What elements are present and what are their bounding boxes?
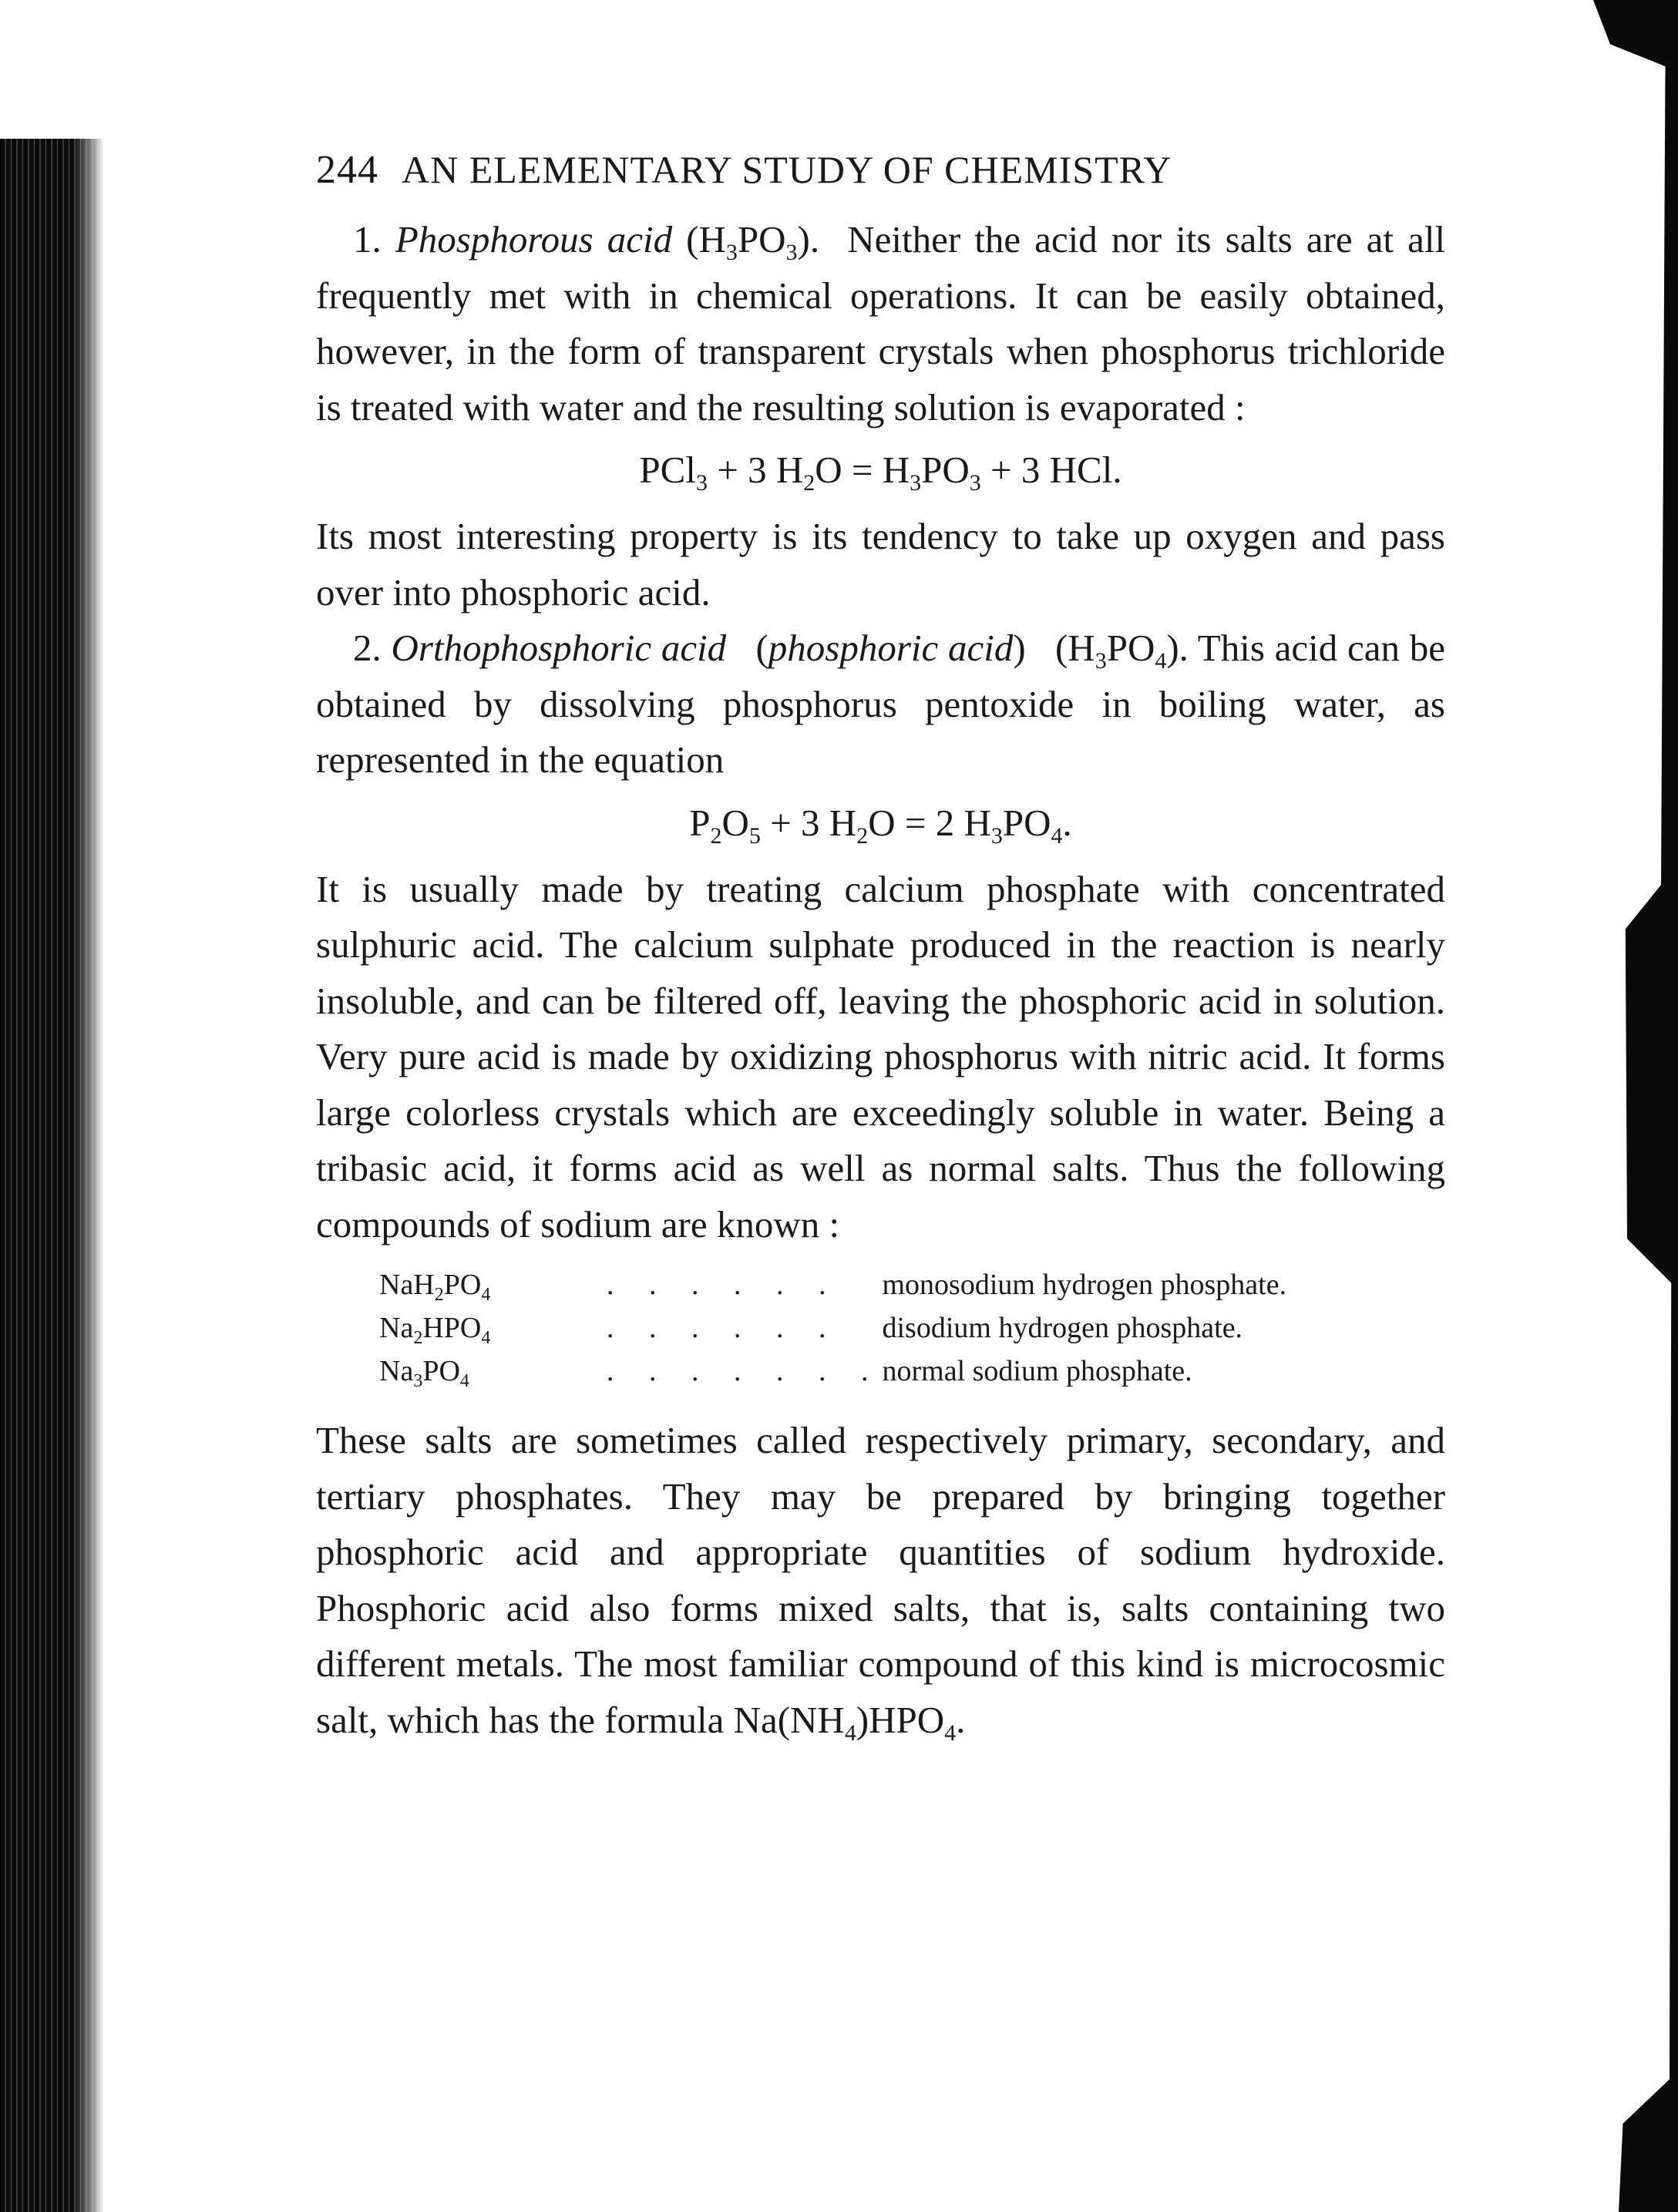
salt-formula: $Na_3PO_4$: [379, 1355, 469, 1391]
running-title: AN ELEMENTARY STUDY OF CHEMISTRY: [402, 148, 1172, 191]
section-1-number: 1.: [353, 218, 382, 261]
section-1-text-body: salts are at all frequently met with in chemical operations. It can be easily obtained, however, in the form of transparent crystals when phosphorus trichloride is treated with water and the resulting solution is evaporated :: [316, 218, 1446, 429]
salt-formula: $NaH_2PO_4$: [379, 1269, 491, 1305]
book-binding-right-edge: [1593, 0, 1678, 2212]
microcosmic-salt-formula: $Na(NH_4)HPO_4$.: [724, 1698, 966, 1746]
section-2-number: 2.: [353, 627, 382, 669]
sodium-phosphates-table: [379, 1263, 1286, 1393]
equation-phosphorus-pentoxide-hydration: $P_2O_5 + 3$ $H_2O = 2$ $H_3PO_4$.: [689, 801, 1072, 849]
page-number: 244: [316, 148, 378, 192]
paragraph-oxidation-property: Its most interesting property is its tendency to take up oxygen and pass over into phosphoric acid.: [316, 515, 1445, 614]
section-1-paragraph: [316, 212, 1445, 435]
salt-name: normal sodium phosphate.: [882, 1355, 1192, 1387]
table-row: [379, 1263, 1286, 1306]
book-binding-left-edge: [0, 139, 104, 2212]
leader-dots: . . . . . .: [607, 1269, 840, 1301]
section-2-alt-title: (phosphoric acid): [755, 627, 1026, 669]
book-page: [316, 143, 1445, 1748]
running-header: [316, 143, 1445, 197]
equation-phosphorus-trichloride-hydrolysis: PCl$_3$ + 3 $H_2O = H_3PO_3 + 3$ HCl.: [639, 449, 1122, 496]
section-2-text: This acid can be obtained by dissolving phosphorus pentoxide in boiling water, as represented in the equation: [316, 627, 1445, 781]
salt-name: disodium hydrogen phosphate.: [882, 1312, 1243, 1344]
leader-dots: . . . . . .: [607, 1312, 840, 1344]
section-1-text-start: Neither the acid nor its: [847, 218, 1212, 261]
section-2-paragraph: [316, 620, 1445, 788]
final-paragraph-text: These salts are sometimes called respectively primary, secondary, and tertiary phosphates. They may be prepared by bringing together phosphoric acid and appropriate quantities of sodium hydroxide. Phosphoric acid also forms mixed salts, that is, salts containing two different metals. The most familiar compound of this kind is microcosmic salt, which has the formula: [316, 1419, 1445, 1741]
paragraph-mixed-salts: [316, 1413, 1445, 1748]
section-1-title: Phosphorous acid: [395, 218, 673, 261]
leader-dots: . . . . . . .: [607, 1355, 883, 1387]
section-1-formula: $(H_3PO_3)$.: [686, 218, 820, 265]
section-2-formula: $(H_3PO_4)$.: [1054, 627, 1189, 674]
table-row: [379, 1306, 1286, 1350]
table-row: [379, 1350, 1286, 1393]
section-2-title: Orthophosphoric acid: [391, 627, 727, 669]
salt-formula: $Na_2HPO_4$: [379, 1312, 491, 1348]
salt-name: monosodium hydrogen phosphate.: [882, 1269, 1287, 1301]
paragraph-preparation: It is usually made by treating calcium phosphate with concentrated sulphuric acid. The calcium sulphate produced in the reaction is nearly insoluble, and can be filtered off, leaving the phosphoric acid in solution. Very pure acid is made by oxidizing phosphorus with nitric acid. It forms large colorless crystals which are exceedingly soluble in water. Being a tribasic acid, it forms acid as well as normal salts. Thus the following compounds of sodium are known :: [316, 867, 1445, 1246]
